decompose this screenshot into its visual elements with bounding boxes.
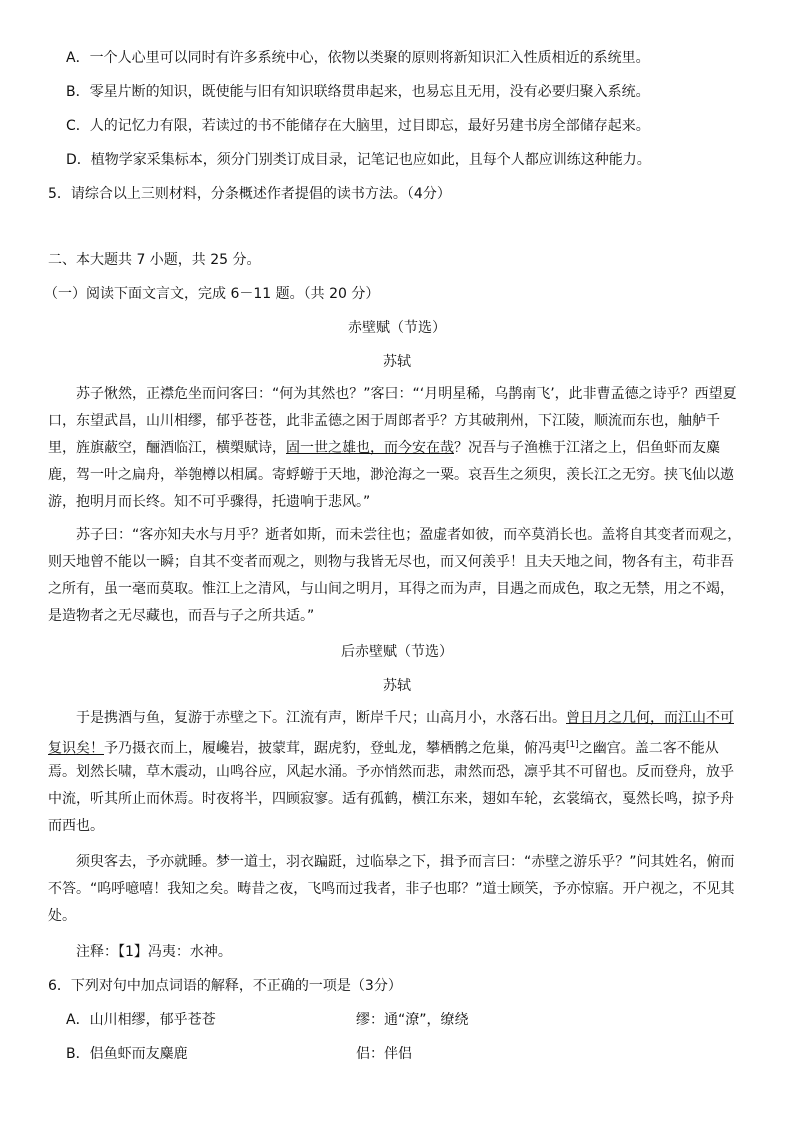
- text2-p2-line3: 处。: [48, 908, 76, 924]
- section-2-heading: 二、本大题共 7 小题，共 25 分。: [48, 252, 261, 268]
- q6-option-a-sentence: A．山川相缪，郁乎苍苍: [66, 1012, 216, 1028]
- option-b: B．零星片断的知识，既使能与旧有知识联络贯串起来，也易忘且无用，没有必要归聚入系统。: [66, 84, 650, 100]
- option-a: A．一个人心里可以同时有许多系统中心，依物以类聚的原则将新知识汇入性质相近的系统里。: [66, 50, 650, 66]
- text2-p1-line1: 于是携酒与鱼，复游于赤壁之下。江流有声，断岸千尺；山高月小，水落石出。曾日月之几何，而江山不可: [76, 710, 734, 726]
- subsection-1-heading: （一）阅读下面文言文，完成 6－11 题。（共 20 分）: [44, 286, 380, 302]
- text1-title: 赤壁赋（节选）: [348, 320, 446, 336]
- text2-p1-line5: 而西也。: [48, 818, 104, 834]
- text2-p1-line4: 中流，听其所止而休焉。时夜将半，四顾寂寥。适有孤鹤，横江东来，翅如车轮，玄裳缟衣，戛然长鸣，掠予舟: [48, 791, 734, 807]
- question-5: 5．请综合以上三则材料，分条概述作者提倡的读书方法。（4分）: [48, 186, 451, 202]
- text2-p1-line2: 复识矣！予乃摄衣而上，履巉岩，披蒙茸，踞虎豹，登虬龙，攀栖鹘之危巢，俯冯夷[1]之幽宫。盖二客不能从: [48, 740, 719, 757]
- question-6: 6．下列对句中加点词语的解释，不正确的一项是（3分）: [48, 978, 402, 994]
- q6-option-a-meaning: 缪：通“潦”，缭绕: [356, 1012, 469, 1028]
- text2-p2-line1: 须臾客去，予亦就睡。梦一道士，羽衣蹁跹，过临皋之下，揖予而言曰：“赤壁之游乐乎？”问其姓名，俯而: [76, 854, 735, 870]
- text1-p2-line3: 之所有，虽一毫而莫取。惟江上之清风，与山间之明月，耳得之而为声，目遇之而成色，取之无禁，用之不竭，: [48, 581, 734, 597]
- text1-p1-line2: 口，东望武昌，山川相缪，郁乎苍苍，此非孟德之困于周郎者乎？方其破荆州，下江陵，顺流而东也，舳舻千: [48, 413, 720, 429]
- text1-p2-line4: 是造物者之无尽藏也，而吾与子之所共适。”: [48, 608, 315, 624]
- option-d: D．植物学家采集标本，须分门别类订成目录，记笔记也应如此，且每个人都应训练这种能力。: [66, 152, 651, 168]
- text2-p2-line2: 不答。“呜呼噫嘻！我知之矣。畴昔之夜，飞鸣而过我者，非子也耶？”道士顾笑，予亦惊寤。开户视之，不见其: [48, 881, 735, 897]
- text1-p1-line5: 游，抱明月而长终。知不可乎骤得，托遗响于悲风。”: [48, 494, 371, 510]
- text1-p1-line4: 鹿，驾一叶之扁舟，举匏樽以相属。寄蜉蝣于天地，渺沧海之一粟。哀吾生之须臾，羡长江之无穷。挟飞仙以遨: [48, 467, 734, 483]
- text1-p1-line1: 苏子愀然，正襟危坐而问客曰：“何为其然也？”客曰：“‘月明星稀，乌鹊南飞’，此非曹孟德之诗乎？西望夏: [76, 386, 737, 402]
- q6-option-b-meaning: 侣：伴侣: [356, 1046, 412, 1062]
- underlined-sentence: 固一世之雄也，而今安在哉: [286, 440, 454, 456]
- option-c: C．人的记忆力有限，若读过的书不能储存在大脑里，过目即忘，最好另建书房全部储存起来。: [66, 118, 650, 134]
- text1-p2-line1: 苏子曰：“客亦知夫水与月乎？逝者如斯，而未尝往也；盈虚者如彼，而卒莫消长也。盖将自其变者而观之，: [76, 527, 742, 543]
- text2-p1-line3: 焉。划然长啸，草木震动，山鸣谷应，风起水涌。予亦悄然而悲，肃然而恐，凛乎其不可留也。反而登舟，放乎: [48, 764, 734, 780]
- underlined-sentence: 曾日月之几何，而江山不可: [566, 710, 734, 726]
- text1-author: 苏轼: [383, 354, 411, 370]
- text2-author: 苏轼: [383, 678, 411, 694]
- text1-p1-line3: 里，旌旗蔽空，酾酒临江，横槊赋诗，固一世之雄也，而今安在哉？况吾与子渔樵于江渚之上，侣鱼虾而友麋: [48, 440, 720, 456]
- q6-option-b-sentence: B．侣鱼虾而友麋鹿: [66, 1046, 188, 1062]
- text2-note: 注释：【1】冯夷：水神。: [76, 944, 232, 960]
- text2-title: 后赤壁赋（节选）: [341, 644, 453, 660]
- text1-p2-line2: 则天地曾不能以一瞬；自其不变者而观之，则物与我皆无尽也，而又何羡乎！且夫天地之间，物各有主，苟非吾: [48, 554, 734, 570]
